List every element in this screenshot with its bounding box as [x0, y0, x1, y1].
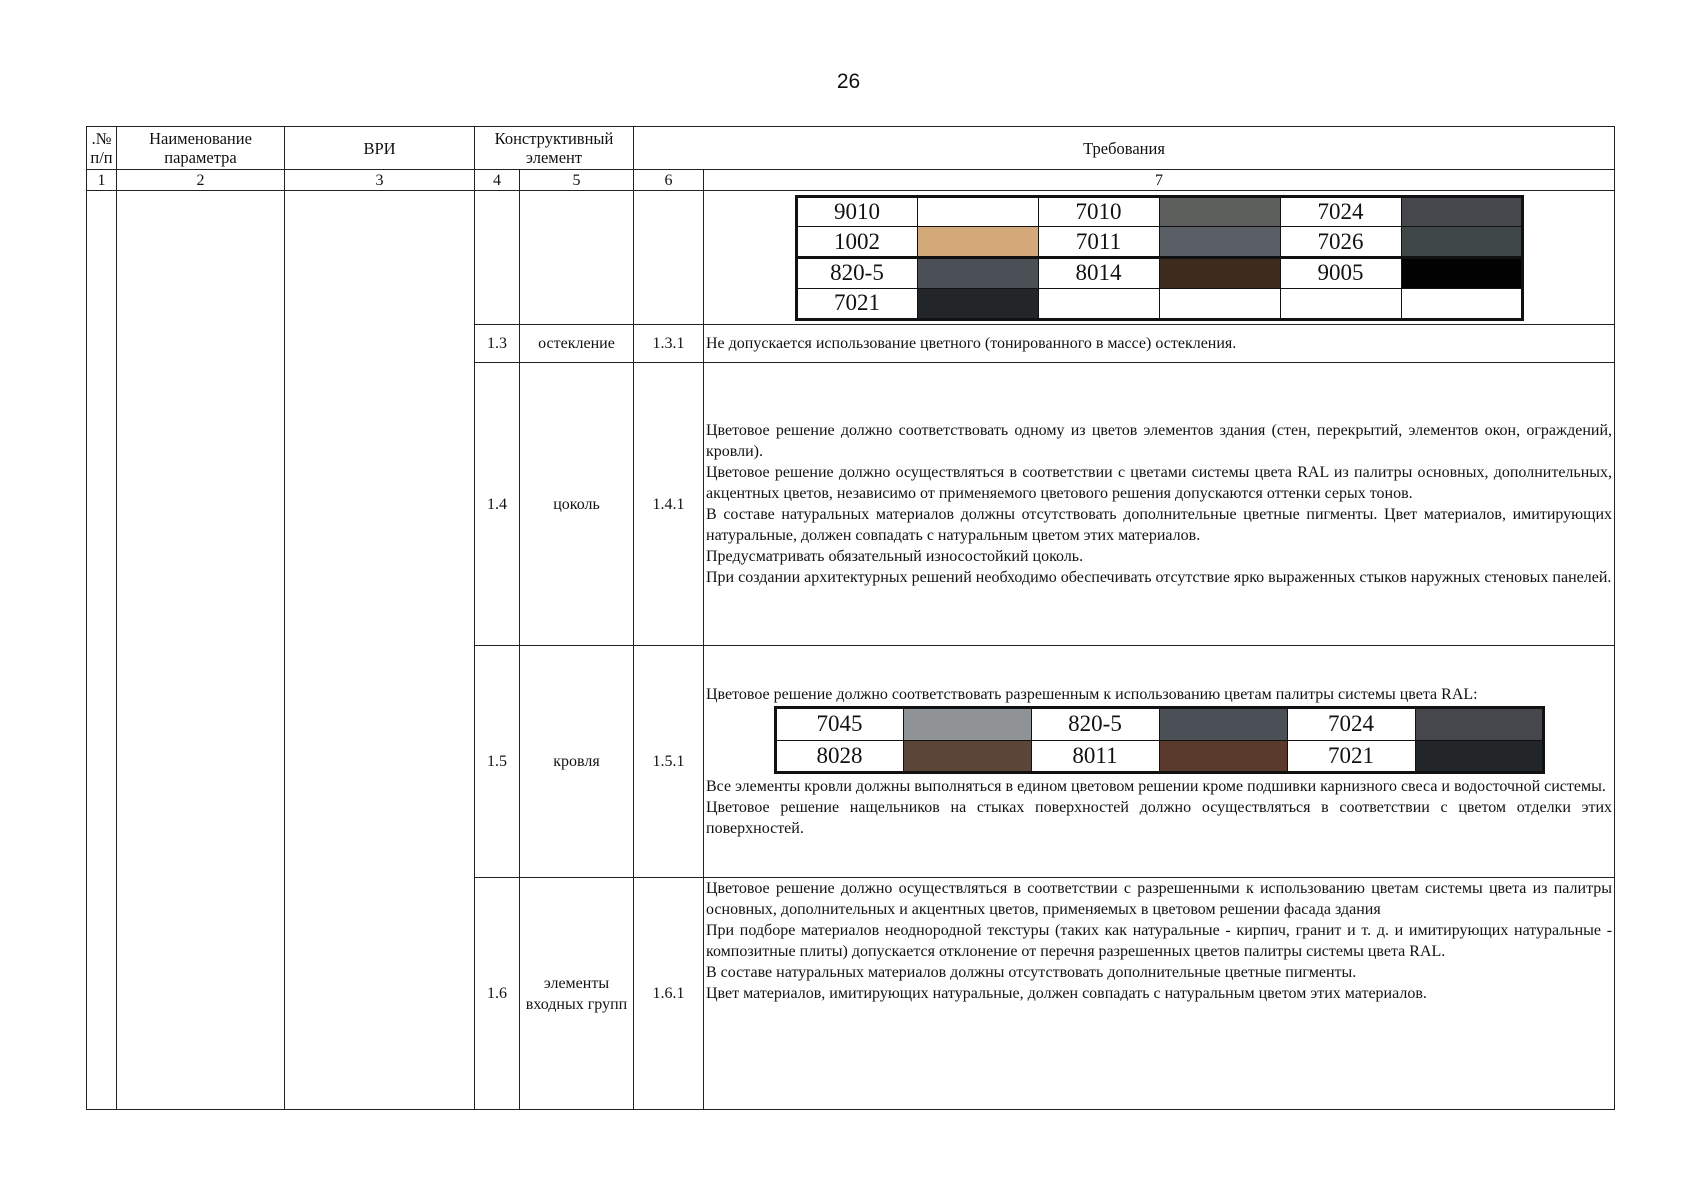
requirement-paragraph: В составе натуральных материалов должны отсутствовать дополнительные цветные пигменты. Цвет материалов, имитирующих натуральные, должен совпадать с натуральным цветом этих материалов. [706, 506, 1613, 544]
cell-empty [285, 191, 475, 1110]
header-number: .№ п/п [87, 127, 117, 170]
cell-empty [475, 191, 520, 325]
page-number: 26 [836, 70, 861, 93]
requirement-text [704, 646, 1615, 878]
requirement-number: 1.5.1 [634, 646, 704, 878]
requirement-text [704, 363, 1615, 646]
column-number: 2 [117, 170, 285, 191]
requirement-number: 1.4.1 [634, 363, 704, 646]
cell-empty [520, 191, 634, 325]
ral-empty [1159, 288, 1280, 319]
ral-swatch [1401, 196, 1522, 227]
row-number: 1.4 [475, 363, 520, 646]
requirement-number: 1.3.1 [634, 325, 704, 363]
ral-swatch [903, 708, 1031, 741]
ral-swatch [903, 740, 1031, 773]
ral-swatch [917, 288, 1038, 319]
ral-empty [1401, 288, 1522, 319]
ral-code: 9005 [1280, 258, 1401, 289]
ral-code: 7045 [775, 708, 903, 741]
requirement-paragraph: Все элементы кровли должны выполняться в едином цветовом решении кроме подшивки карнизного свеса и водосточной системы. [706, 778, 1606, 795]
column-number: 5 [520, 170, 634, 191]
ral-palette-roof [774, 706, 1545, 774]
ral-palette-walls [795, 195, 1524, 321]
header-vri: ВРИ [285, 127, 475, 170]
ral-code: 8011 [1031, 740, 1159, 773]
requirement-paragraph: Не допускается использование цветного (тонированного в массе) остекления. [706, 335, 1237, 352]
row-number: 1.6 [475, 878, 520, 1110]
requirement-paragraph: При подборе материалов неоднородной текстуры (таких как натуральные - кирпич, гранит и т. д. и имитирующих натуральные - композитные плиты) допускается отклонение от перечня разрешенных цветов палитры системы цвета RAL. [706, 922, 1613, 960]
requirement-paragraph: Цветовое решение нащельников на стыках поверхностей должно осуществляться в соответствии с цветом отделки этих поверхностей. [706, 799, 1613, 837]
ral-code: 7010 [1038, 196, 1159, 227]
requirement-text [704, 325, 1615, 363]
ral-swatch [1159, 258, 1280, 289]
palette-top-cell [704, 191, 1615, 325]
ral-swatch [1401, 227, 1522, 258]
ral-code: 8028 [775, 740, 903, 773]
requirement-paragraph: Предусматривать обязательный износостойкий цоколь. [706, 548, 1084, 565]
ral-swatch [1159, 740, 1287, 773]
header-requirements: Требования [634, 127, 1615, 170]
requirement-text [704, 878, 1615, 1110]
ral-code: 9010 [796, 196, 917, 227]
row-number: 1.5 [475, 646, 520, 878]
column-number: 4 [475, 170, 520, 191]
requirement-paragraph: Цветовое решение должно осуществляться в соответствии с разрешенными к использованию цветам системы цвета из палитры основных, дополнительных и акцентных цветов, применяемых в цветовом решении фасада здания [706, 880, 1613, 918]
column-number: 6 [634, 170, 704, 191]
cell-empty [87, 191, 117, 1110]
structural-element-name: элементы входных групп [520, 878, 634, 1110]
requirement-paragraph: Цветовое решение должно соответствовать одному из цветов элементов здания (стен, перекрытий, элементов окон, ограждений, кровли). [706, 422, 1613, 460]
requirement-intro: Цветовое решение должно соответствовать разрешенным к использованию цветам палитры системы цвета RAL: [706, 686, 1478, 703]
ral-code: 820-5 [1031, 708, 1159, 741]
ral-empty [1280, 288, 1401, 319]
requirements-table [86, 126, 1615, 1110]
ral-swatch [917, 227, 1038, 258]
column-number: 1 [87, 170, 117, 191]
ral-code: 820-5 [796, 258, 917, 289]
column-number: 7 [704, 170, 1615, 191]
ral-swatch [1415, 740, 1543, 773]
requirement-paragraph: При создании архитектурных решений необходимо обеспечивать отсутствие ярко выраженных стыков наружных стеновых панелей. [706, 569, 1612, 586]
ral-swatch [1415, 708, 1543, 741]
ral-swatch [1159, 708, 1287, 741]
ral-code: 7021 [1287, 740, 1415, 773]
ral-code: 8014 [1038, 258, 1159, 289]
ral-swatch [917, 196, 1038, 227]
cell-empty [117, 191, 285, 1110]
header-structural-element: Конструктивный элемент [475, 127, 634, 170]
ral-code: 1002 [796, 227, 917, 258]
requirement-paragraph: Цвет материалов, имитирующих натуральные, должен совпадать с натуральным цветом этих материалов. [706, 985, 1427, 1002]
row-number: 1.3 [475, 325, 520, 363]
column-number: 3 [285, 170, 475, 191]
structural-element-name: кровля [520, 646, 634, 878]
cell-empty [634, 191, 704, 325]
requirement-paragraph: Цветовое решение должно осуществляться в соответствии с цветами системы цвета RAL из палитры основных, дополнительных, акцентных цветов, независимо от применяемого цветового решения допускаются оттенки серых тонов. [706, 464, 1613, 502]
structural-element-name: остекление [520, 325, 634, 363]
ral-swatch [917, 258, 1038, 289]
ral-swatch [1159, 196, 1280, 227]
structural-element-name: цоколь [520, 363, 634, 646]
header-parameter-name: Наименование параметра [117, 127, 285, 170]
ral-code: 7024 [1287, 708, 1415, 741]
ral-code: 7021 [796, 288, 917, 319]
ral-empty [1038, 288, 1159, 319]
ral-code: 7026 [1280, 227, 1401, 258]
ral-swatch [1159, 227, 1280, 258]
ral-code: 7024 [1280, 196, 1401, 227]
ral-code: 7011 [1038, 227, 1159, 258]
ral-swatch [1401, 258, 1522, 289]
requirement-paragraph: В составе натуральных материалов должны отсутствовать дополнительные цветные пигменты. [706, 964, 1357, 981]
requirement-number: 1.6.1 [634, 878, 704, 1110]
